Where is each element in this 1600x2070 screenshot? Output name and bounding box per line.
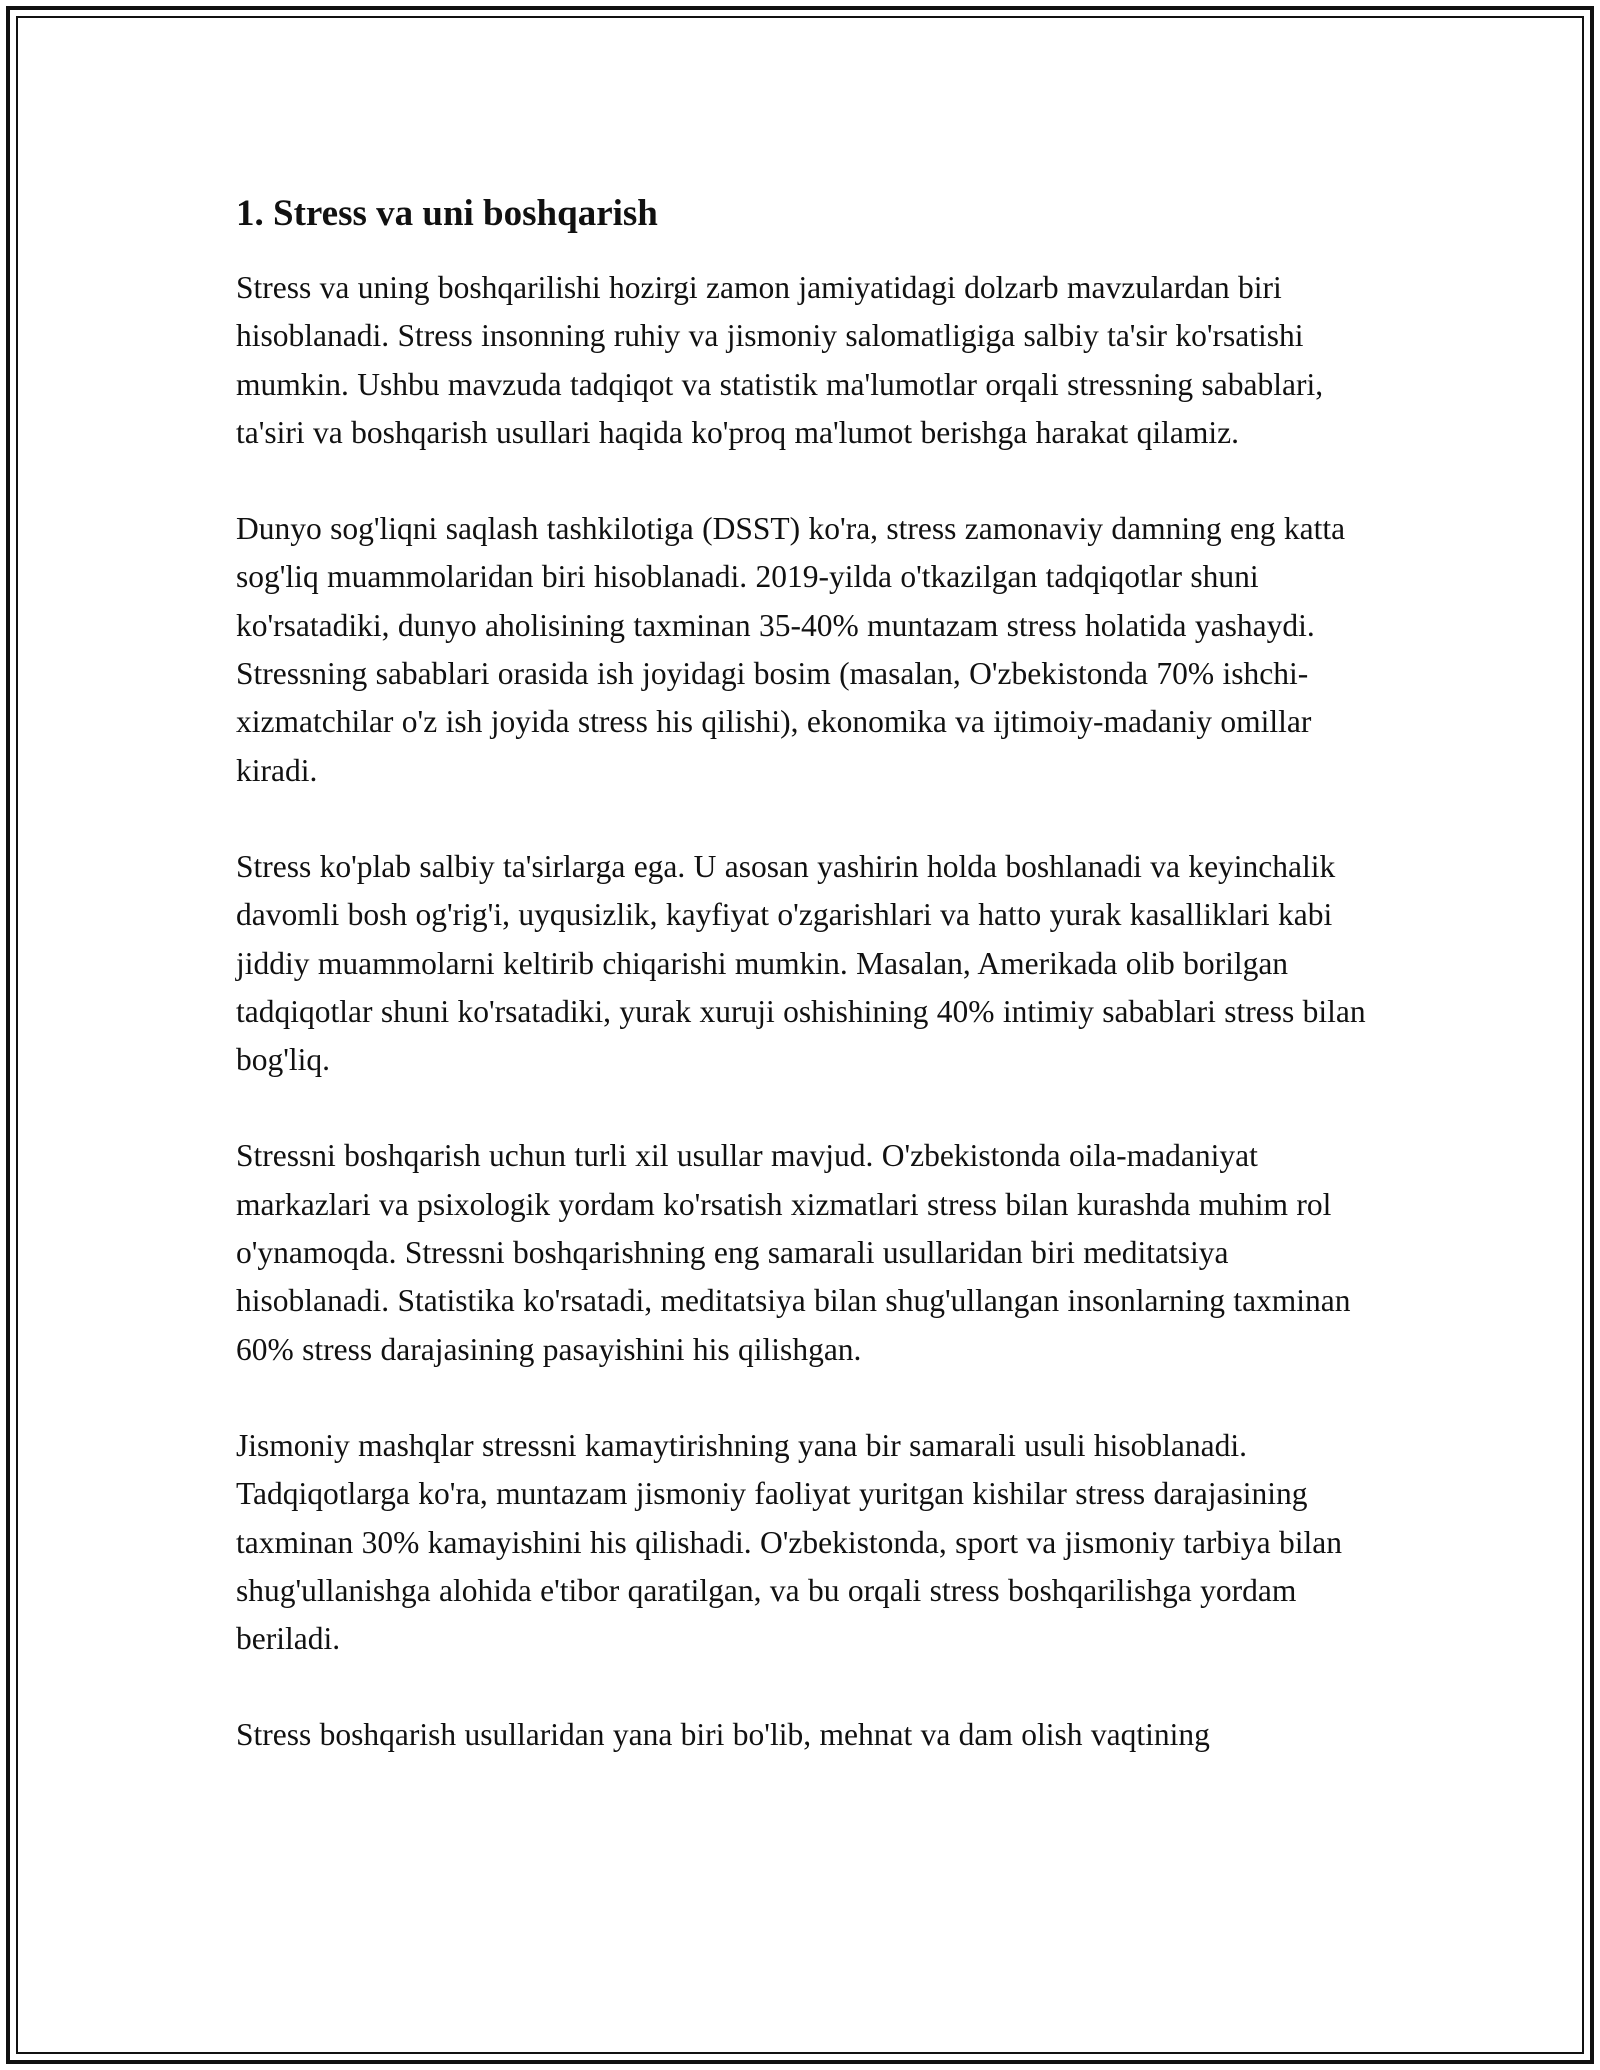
- document-body: [236, 184, 1376, 1760]
- paragraph-2: Dunyo sog'liqni saqlash tashkilotiga (DSST) ko'ra, stress zamonaviy damning eng katta sog'liq muammolaridan biri hisoblanadi. 2019-yilda o'tkazilgan tadqiqotlar shuni ko'rsatadiki, dunyo aholisining taxminan 35-40% muntazam stress holatida yashaydi. Stressning sabablari orasida ish joyidagi bosim (masalan, O'zbekistonda 70% ishchi-xizmatchilar o'z ish joyida stress his qilishi), ekonomika va ijtimoiy-madaniy omillar kiradi.: [236, 511, 1346, 788]
- paragraph-5: Jismoniy mashqlar stressni kamaytirishning yana bir samarali usuli hisoblanadi. Tadqiqotlarga ko'ra, muntazam jismoniy faoliyat yuritgan kishilar stress darajasining taxminan 30% kamayishini his qilishadi. O'zbekistonda, sport va jismoniy tarbiya bilan shug'ullanishga alohida e'tibor qaratilgan, va bu orqali stress boshqarilishga yordam beriladi.: [236, 1427, 1343, 1657]
- paragraph-6: Stress boshqarish usullaridan yana biri bo'lib, mehnat va dam olish vaqtining: [236, 1717, 1210, 1753]
- paragraph-4: Stressni boshqarish uchun turli xil usullar mavjud. O'zbekistonda oila-madaniyat markazlari va psixologik yordam ko'rsatish xizmatlari stress bilan kurashda muhim rol o'ynamoqda. Stressni boshqarishning eng samarali usullaridan biri meditatsiya hisoblanadi. Statistika ko'rsatadi, meditatsiya bilan shug'ullangan insonlarning taxminan 60% stress darajasining pasayishini his qilishgan.: [236, 1138, 1351, 1367]
- paragraph-3: Stress ko'plab salbiy ta'sirlarga ega. U asosan yashirin holda boshlanadi va keyinchalik davomli bosh og'rig'i, uyqusizlik, kayfiyat o'zgarishlari va hatto yurak kasalliklari kabi jiddiy muammolarni keltirib chiqarishi mumkin. Masalan, Amerikada olib borilgan tadqiqotlar shuni ko'rsatadiki, yurak xuruji oshishining 40% intimiy sabablari stress bilan bog'liq.: [236, 848, 1366, 1078]
- section-heading: 1. Stress va uni boshqarish: [236, 193, 658, 234]
- paragraph-1: Stress va uning boshqarilishi hozirgi zamon jamiyatidagi dolzarb mavzulardan biri hisoblanadi. Stress insonning ruhiy va jismoniy salomatligiga salbiy ta'sir ko'rsatishi mumkin. Ushbu mavzuda tadqiqot va statistik ma'lumotlar orqali stressning sabablari, ta'siri va boshqarish usullari haqida ko'proq ma'lumot berishga harakat qilamiz.: [236, 270, 1324, 450]
